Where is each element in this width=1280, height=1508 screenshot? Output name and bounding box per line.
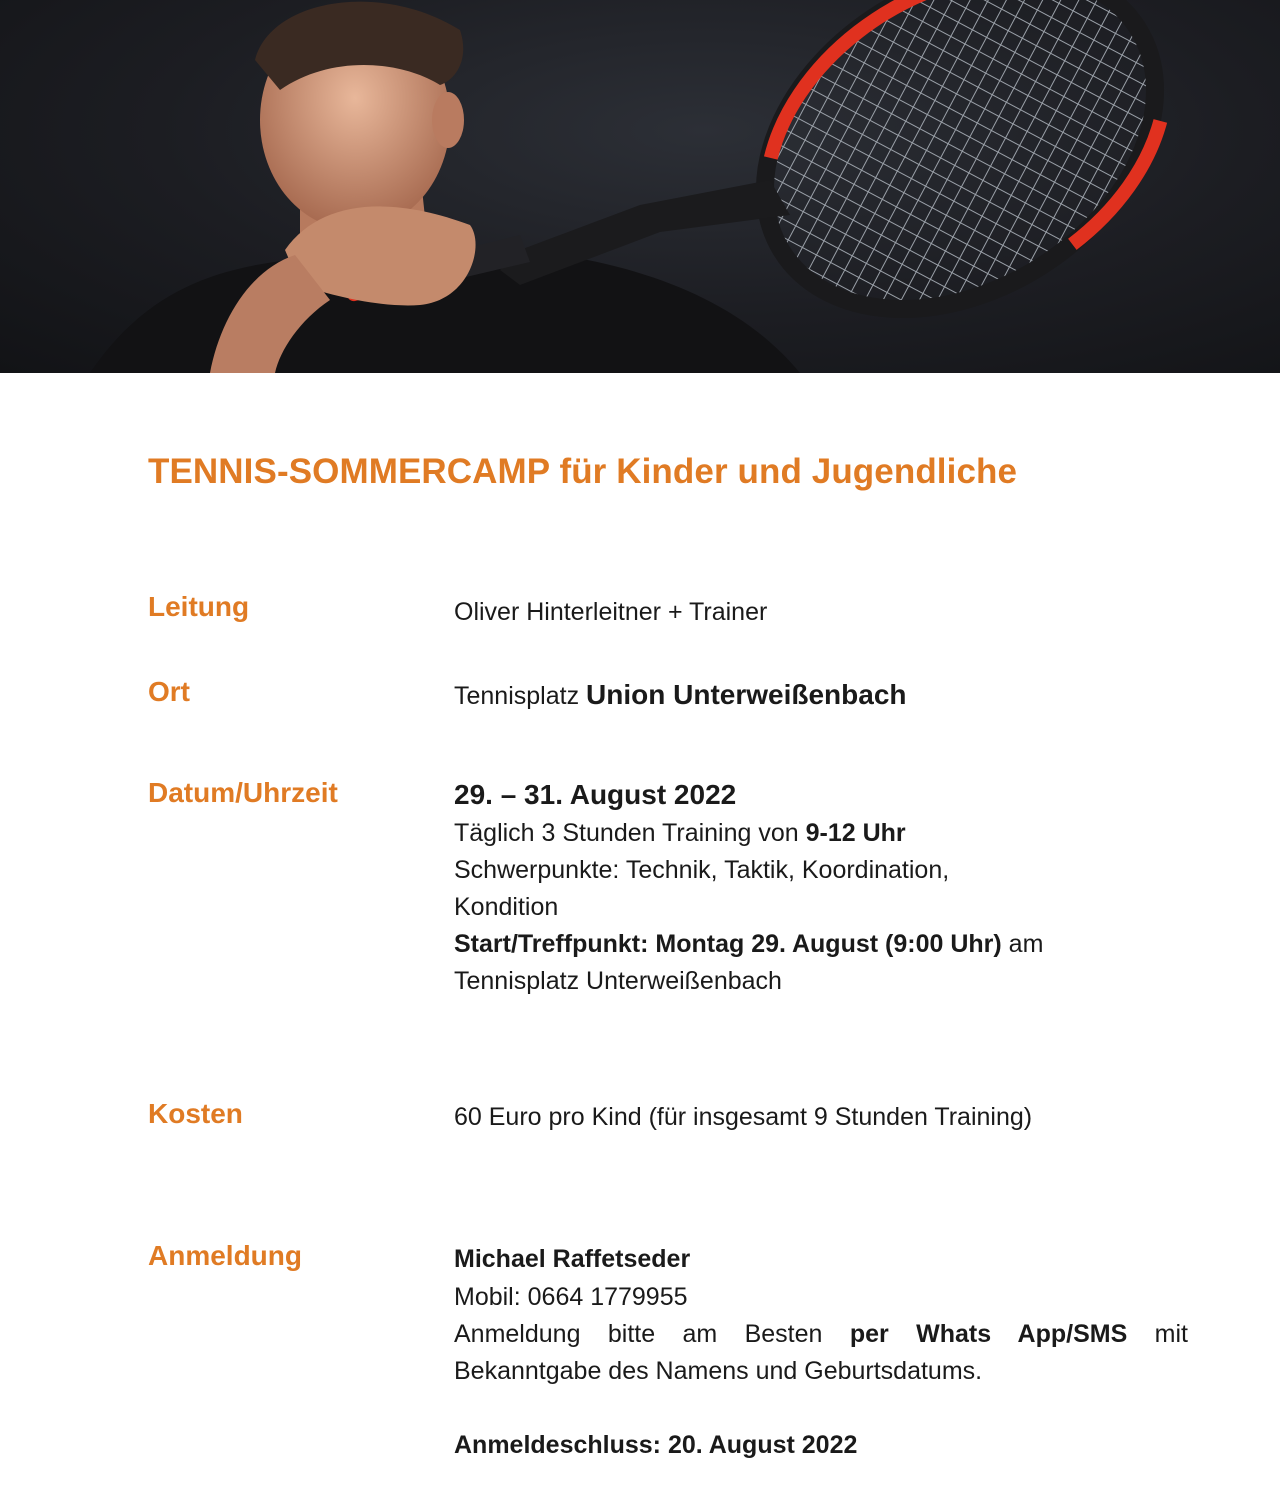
ort-prefix: Tennisplatz <box>454 682 580 710</box>
tennis-player-illustration <box>0 0 1280 373</box>
note-prefix: Anmeldung bitte am Besten <box>454 1320 823 1348</box>
contact-name: Michael Raffetseder <box>454 1245 691 1273</box>
value-ort <box>454 676 907 715</box>
value-note <box>454 1316 1188 1353</box>
value-contact-name <box>454 1241 690 1278</box>
value-start-place: Tennisplatz Unterweißenbach <box>454 967 782 995</box>
value-deadline <box>454 1427 857 1464</box>
value-focus-cont: Kondition <box>454 893 559 921</box>
value-leitung: Oliver Hinterleitner + Trainer <box>454 598 768 626</box>
value-date: 29. – 31. August 2022 <box>454 779 737 810</box>
training-hours: 9-12 Uhr <box>805 819 906 847</box>
start-bold: Start/Treffpunkt: Montag 29. August (9:00 Uhr) <box>454 930 1002 958</box>
value-training-time <box>454 815 906 852</box>
value-start <box>454 926 1043 963</box>
label-ort: Ort <box>148 676 190 707</box>
ort-name: Union Unterweißenbach <box>586 679 907 710</box>
note-suffix: mit <box>1154 1320 1188 1348</box>
value-kosten: 60 Euro pro Kind (für insgesamt 9 Stunden Training) <box>454 1103 1033 1131</box>
label-leitung: Leitung <box>148 591 250 622</box>
value-mobile: Mobil: 0664 1779955 <box>454 1283 688 1311</box>
page-title: TENNIS-SOMMERCAMP für Kinder und Jugendliche <box>148 452 1018 491</box>
value-note-line2: Bekanntgabe des Namens und Geburtsdatums. <box>454 1357 983 1385</box>
label-anmeldung: Anmeldung <box>148 1240 302 1271</box>
start-suffix: am <box>1008 930 1044 958</box>
label-kosten: Kosten <box>148 1098 243 1129</box>
value-focus: Schwerpunkte: Technik, Taktik, Koordination, <box>454 856 950 884</box>
note-bold: per Whats App/SMS <box>849 1320 1128 1348</box>
label-datum: Datum/Uhrzeit <box>148 777 338 808</box>
training-prefix: Täglich 3 Stunden Training von <box>454 819 799 847</box>
deadline: Anmeldeschluss: 20. August 2022 <box>454 1431 858 1459</box>
hero-photo <box>0 0 1280 373</box>
